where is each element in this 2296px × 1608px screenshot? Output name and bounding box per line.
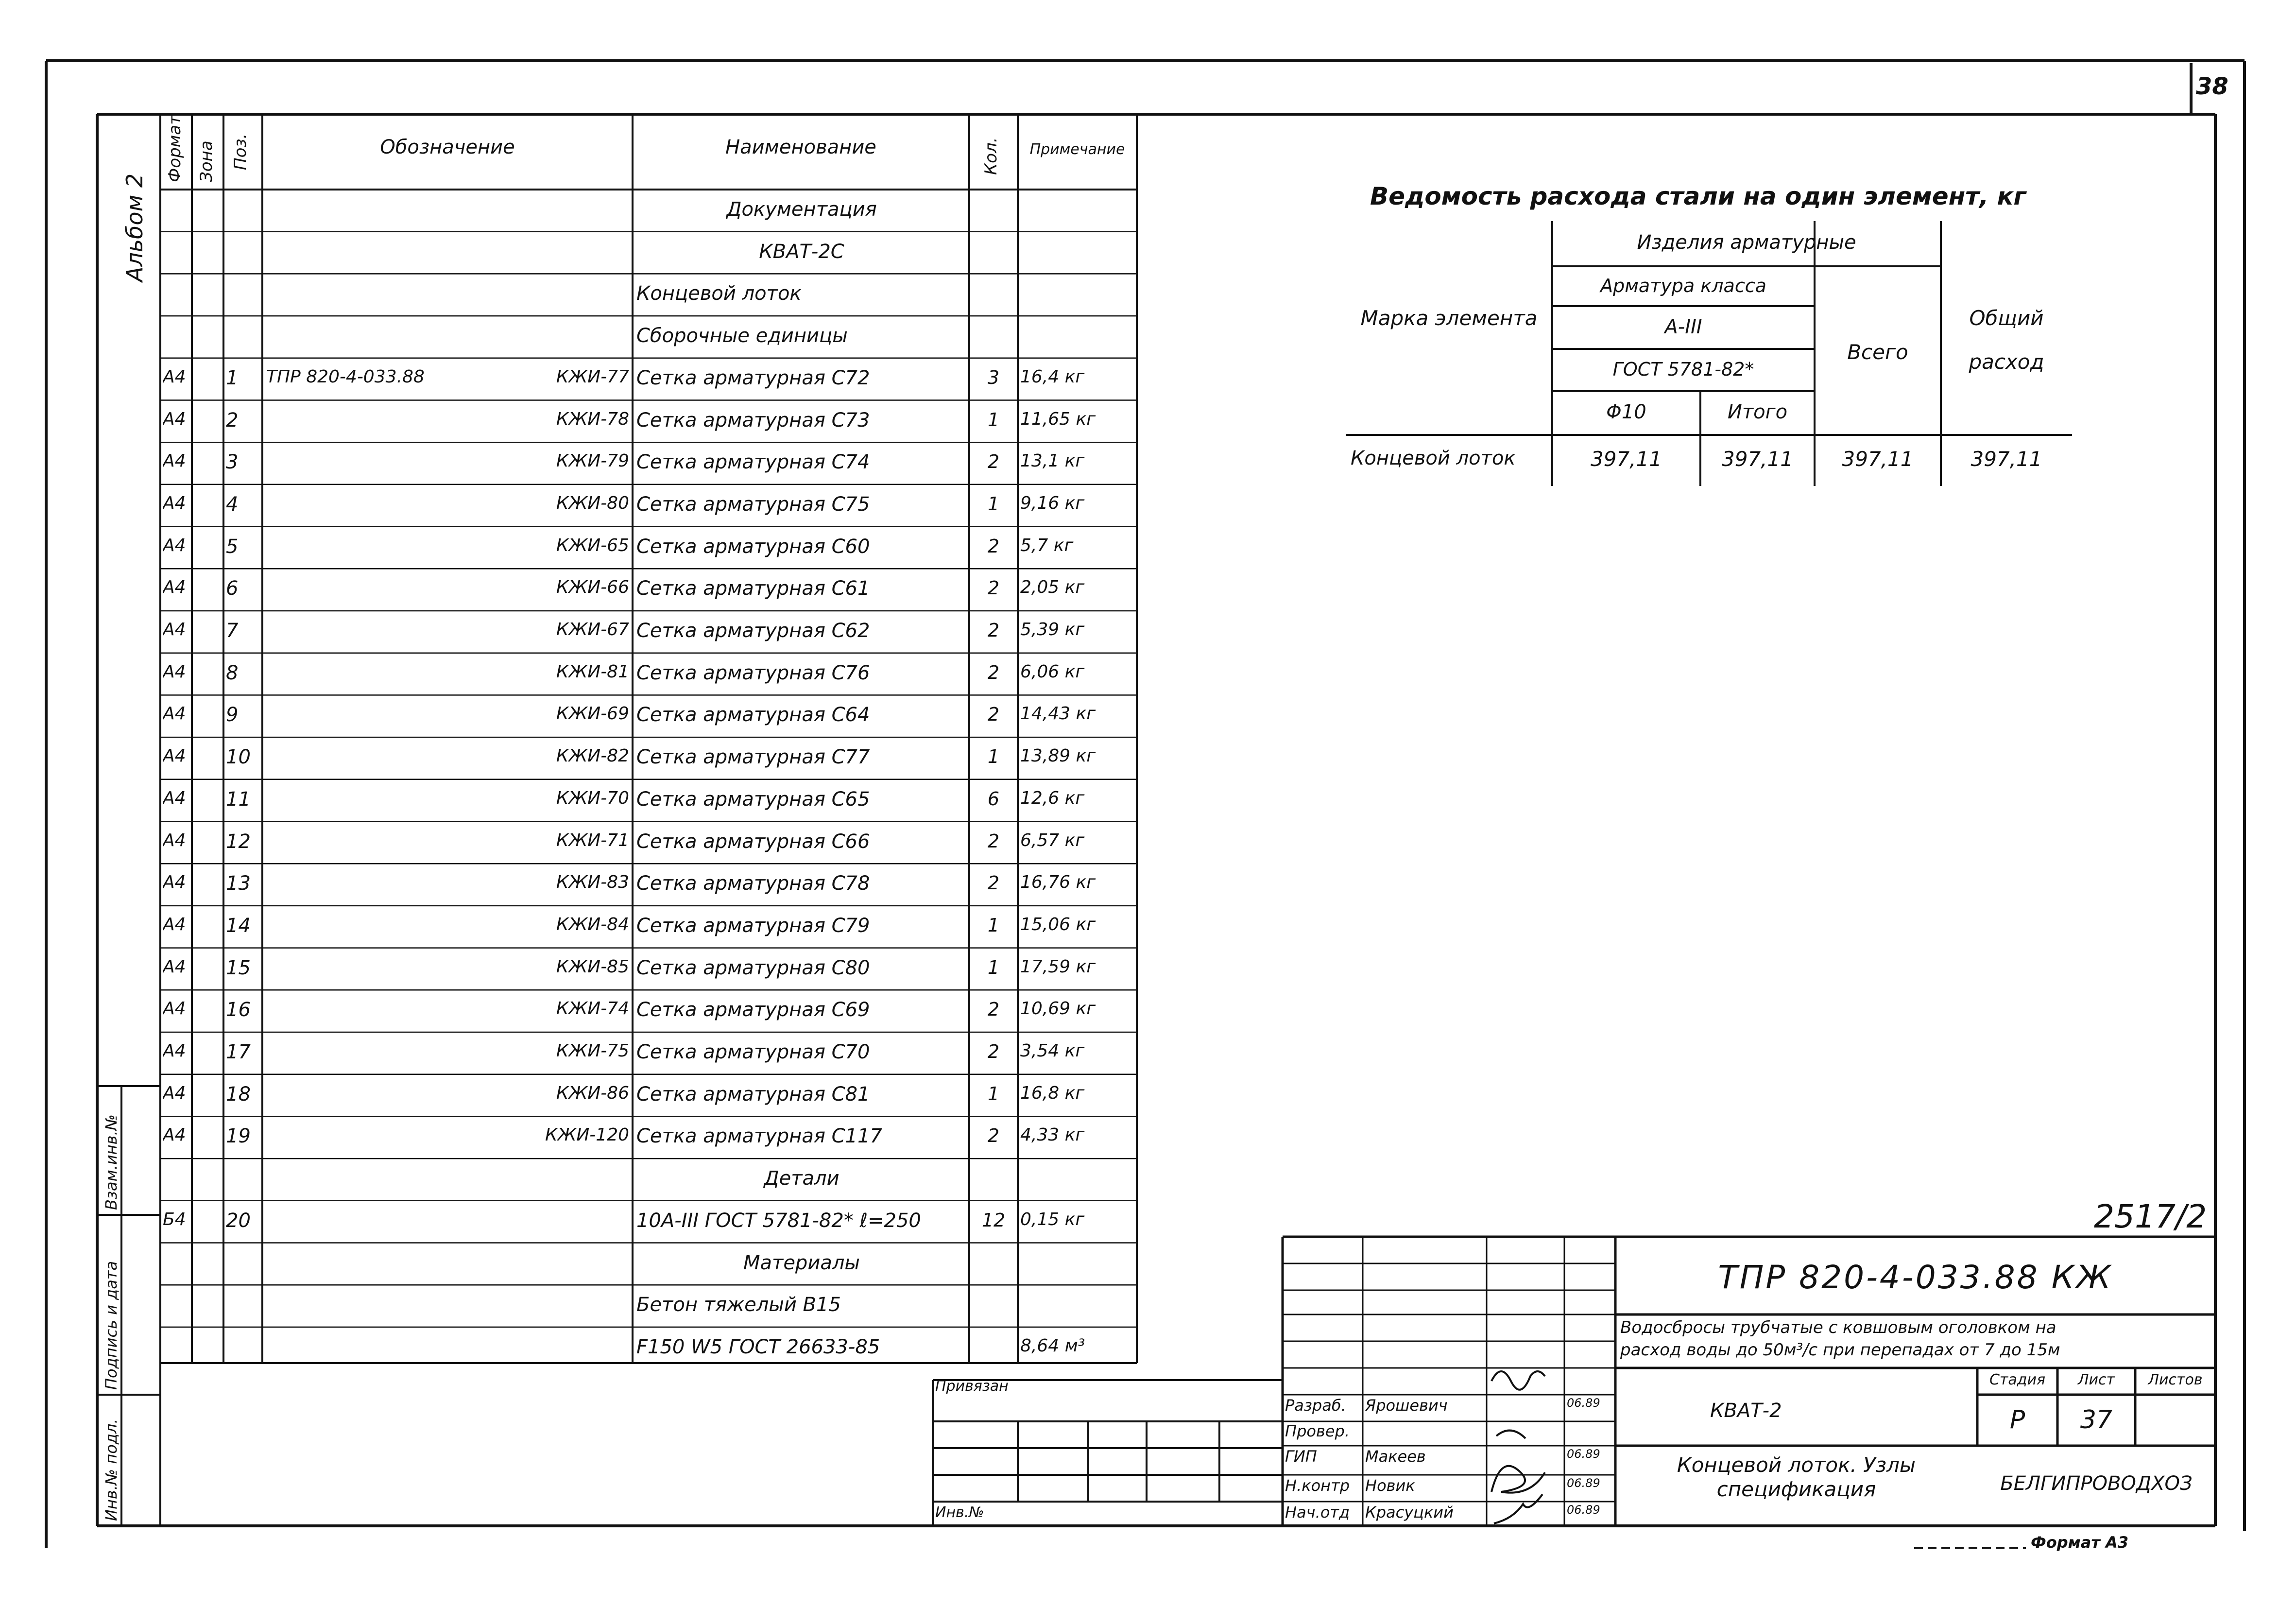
spec-cell-mark: КЖИ-85 xyxy=(556,956,629,977)
spec-cell-pos: 14 xyxy=(226,914,251,937)
spec-cell-format: А4 xyxy=(163,830,186,850)
spec-cell-qty: 2 xyxy=(987,872,1000,894)
signature-name: Макеев xyxy=(1365,1447,1426,1466)
spec-cell-mark: КЖИ-79 xyxy=(556,451,629,471)
spec-cell-pos: 9 xyxy=(226,704,239,726)
spec-cell-mark: КЖИ-74 xyxy=(556,999,629,1019)
spec-header-pos: Поз. xyxy=(231,133,250,170)
spec-cell-note: 16,8 кг xyxy=(1020,1083,1085,1103)
spec-cell-qty: 2 xyxy=(987,661,1000,683)
spec-cell-format: А4 xyxy=(163,788,186,808)
spec-cell-qty: 2 xyxy=(987,1041,1000,1062)
steel-mark-label: Марка элемента xyxy=(1360,306,1538,330)
spec-cell-note: 6,06 кг xyxy=(1020,661,1085,682)
spec-cell-mark: КЖИ-120 xyxy=(545,1125,629,1145)
spec-cell-pos: 2 xyxy=(226,409,239,432)
title-sheet-label: Лист xyxy=(2077,1371,2115,1388)
spec-cell-note: 6,57 кг xyxy=(1020,830,1085,850)
spec-cell-note: 9,16 кг xyxy=(1020,493,1085,513)
spec-cell-name: Сетка арматурная С66 xyxy=(636,830,870,853)
signature-role: Провер. xyxy=(1285,1422,1350,1440)
spec-cell-format: А4 xyxy=(163,914,186,934)
spec-cell-format: А4 xyxy=(163,746,186,766)
spec-cell-mark: КЖИ-67 xyxy=(556,620,629,640)
spec-cell-qty: 12 xyxy=(981,1209,1006,1231)
spec-cell-pos: 6 xyxy=(226,577,239,600)
spec-cell-mark: КЖИ-81 xyxy=(556,661,629,682)
spec-cell-name: Бетон тяжелый В15 xyxy=(636,1294,841,1316)
spec-cell-note: 13,89 кг xyxy=(1020,746,1096,766)
spec-cell-name: Документация xyxy=(726,198,877,221)
spec-cell-format: А4 xyxy=(163,956,186,977)
spec-cell-name: Сетка арматурная С70 xyxy=(636,1041,870,1063)
stamp-podpis-data: Подпись и дата xyxy=(102,1261,120,1390)
spec-cell-pos: 7 xyxy=(226,620,239,642)
spec-cell-mark: КЖИ-69 xyxy=(556,704,629,724)
spec-cell-name: Сетка арматурная С74 xyxy=(636,451,870,474)
spec-cell-name: Сетка арматурная С69 xyxy=(636,999,870,1021)
spec-cell-name: Сетка арматурная С73 xyxy=(636,409,870,432)
steel-vsego: Всего xyxy=(1847,340,1908,364)
title-code: ТПР 820-4-033.88 КЖ xyxy=(1718,1259,2113,1296)
spec-cell-name: Сетка арматурная С64 xyxy=(636,704,870,726)
spec-cell-pos: 4 xyxy=(226,493,239,516)
spec-cell-pos: 17 xyxy=(226,1041,251,1063)
sheet-corner-number: 38 xyxy=(2196,73,2228,100)
spec-cell-mark: КЖИ-65 xyxy=(556,535,629,555)
spec-cell-pos: 18 xyxy=(226,1083,251,1106)
spec-header-zone: Зона xyxy=(197,140,216,182)
spec-cell-qty: 1 xyxy=(987,409,1000,431)
spec-cell-name: Концевой лоток xyxy=(636,282,802,305)
spec-cell-format: А4 xyxy=(163,1041,186,1061)
spec-cell-qty: 1 xyxy=(987,1083,1000,1105)
title-sheets-label: Листов xyxy=(2148,1371,2203,1388)
spec-cell-mark: КЖИ-80 xyxy=(556,493,629,513)
stamp-inv-podl: Инв.№ подл. xyxy=(102,1418,120,1521)
privyazan-label: Привязан xyxy=(935,1378,1009,1395)
stamp-vzam-inv: Взам.инв.№ xyxy=(102,1114,120,1210)
steel-itogo: Итого xyxy=(1727,401,1788,423)
steel-row-label: Концевой лоток xyxy=(1351,447,1516,469)
spec-cell-name: Сетка арматурная С80 xyxy=(636,956,870,979)
spec-cell-note: 13,1 кг xyxy=(1020,451,1085,471)
steel-products: Изделия арматурные xyxy=(1637,231,1856,254)
spec-cell-name: Сетка арматурная С117 xyxy=(636,1125,882,1148)
spec-header-qty: Кол. xyxy=(981,137,1001,175)
steel-class-value: А-III xyxy=(1664,316,1702,338)
steel-value-phi10: 397,11 xyxy=(1591,447,1662,471)
spec-cell-note: 0,15 кг xyxy=(1020,1209,1085,1229)
steel-rebar-class: Арматура класса xyxy=(1600,275,1766,296)
spec-cell-qty: 2 xyxy=(987,577,1000,599)
steel-title: Ведомость расхода стали на один элемент, кг xyxy=(1370,182,2026,210)
spec-cell-qty: 2 xyxy=(987,999,1000,1020)
spec-header-note: Примечание xyxy=(1029,141,1125,158)
spec-cell-pos: 8 xyxy=(226,661,239,684)
spec-cell-name: Детали xyxy=(764,1167,840,1190)
spec-cell-format: А4 xyxy=(163,493,186,513)
spec-cell-note: 10,69 кг xyxy=(1020,999,1096,1019)
spec-cell-pos: 16 xyxy=(226,999,251,1021)
title-desc-line2: расход воды до 50м³/с при перепадах от 7 до 15м xyxy=(1620,1340,2060,1360)
spec-cell-format: А4 xyxy=(163,872,186,893)
spec-cell-mark: КЖИ-77 xyxy=(556,366,629,387)
spec-cell-mark: КЖИ-83 xyxy=(556,872,629,893)
spec-cell-format: А4 xyxy=(163,409,186,429)
spec-cell-qty: 1 xyxy=(987,493,1000,515)
signature-role: Нач.отд xyxy=(1285,1503,1350,1522)
spec-cell-note: 16,76 кг xyxy=(1020,872,1096,893)
spec-cell-note: 11,65 кг xyxy=(1020,409,1096,429)
spec-cell-format: А4 xyxy=(163,620,186,640)
spec-header-designation: Обозначение xyxy=(380,136,515,158)
spec-cell-pos: 5 xyxy=(226,535,239,558)
spec-cell-name: Сетка арматурная С81 xyxy=(636,1083,870,1106)
spec-cell-designation: ТПР 820-4-033.88 xyxy=(266,366,425,387)
spec-cell-mark: КЖИ-78 xyxy=(556,409,629,429)
steel-total-label: Общий расход xyxy=(1969,306,2044,374)
signature-name: Красуцкий xyxy=(1365,1503,1454,1522)
steel-gost: ГОСТ 5781-82* xyxy=(1612,359,1754,380)
spec-cell-qty: 2 xyxy=(987,620,1000,641)
spec-cell-qty: 2 xyxy=(987,1125,1000,1147)
spec-cell-qty: 6 xyxy=(987,788,1000,810)
spec-cell-note: 8,64 м³ xyxy=(1020,1335,1085,1356)
album-code: 2517/2 xyxy=(2094,1198,2207,1235)
title-stage-label: Стадия xyxy=(1989,1371,2046,1388)
title-stage: Р xyxy=(2009,1405,2025,1435)
spec-cell-qty: 1 xyxy=(987,746,1000,768)
spec-cell-format: А4 xyxy=(163,366,186,387)
spec-cell-note: 3,54 кг xyxy=(1020,1041,1085,1061)
spec-cell-format: А4 xyxy=(163,451,186,471)
spec-cell-qty: 1 xyxy=(987,956,1000,978)
spec-cell-name: Сборочные единицы xyxy=(636,325,848,347)
spec-cell-qty: 2 xyxy=(987,535,1000,557)
spec-cell-name: Сетка арматурная С61 xyxy=(636,577,870,600)
spec-cell-format: А4 xyxy=(163,704,186,724)
spec-cell-name: Сетка арматурная С76 xyxy=(636,661,870,684)
spec-cell-qty: 2 xyxy=(987,830,1000,852)
title-sheet-name-line1: Концевой лоток. Узлы xyxy=(1677,1453,1916,1477)
spec-cell-name: F150 W5 ГОСТ 26633-85 xyxy=(636,1335,880,1358)
signature-role: Н.контр xyxy=(1285,1476,1350,1495)
spec-cell-name: Сетка арматурная С62 xyxy=(636,620,870,642)
spec-cell-pos: 20 xyxy=(226,1209,251,1232)
spec-cell-mark: КЖИ-70 xyxy=(556,788,629,808)
signature-name: Ярошевич xyxy=(1365,1396,1448,1415)
spec-cell-name: Сетка арматурная С78 xyxy=(636,872,870,895)
title-kvat: КВАТ-2 xyxy=(1710,1400,1782,1422)
spec-cell-mark: КЖИ-84 xyxy=(556,914,629,934)
steel-phi: Φ10 xyxy=(1606,401,1646,423)
spec-cell-mark: КЖИ-86 xyxy=(556,1083,629,1103)
spec-cell-name: КВАТ-2С xyxy=(759,240,844,263)
spec-cell-qty: 2 xyxy=(987,704,1000,726)
spec-cell-note: 16,4 кг xyxy=(1020,366,1085,387)
spec-cell-pos: 19 xyxy=(226,1125,251,1148)
signature-date: 06.89 xyxy=(1567,1396,1600,1410)
spec-cell-note: 17,59 кг xyxy=(1020,956,1096,977)
title-org: БЕЛГИПРОВОДХОЗ xyxy=(2000,1472,2193,1495)
spec-cell-note: 2,05 кг xyxy=(1020,577,1085,598)
format-label: Формат А3 xyxy=(2031,1533,2129,1552)
spec-cell-format: А4 xyxy=(163,577,186,598)
signature-date: 06.89 xyxy=(1567,1503,1600,1517)
spec-cell-format: А4 xyxy=(163,1083,186,1103)
spec-cell-pos: 13 xyxy=(226,872,251,895)
spec-cell-format: А4 xyxy=(163,661,186,682)
signature-name: Новик xyxy=(1365,1476,1415,1495)
spec-header-format: Формат xyxy=(165,115,185,182)
spec-cell-note: 5,7 кг xyxy=(1020,535,1074,555)
spec-cell-pos: 10 xyxy=(226,746,251,769)
spec-cell-format: А4 xyxy=(163,1125,186,1145)
steel-value-total: 397,11 xyxy=(1970,447,2042,471)
spec-cell-name: Материалы xyxy=(743,1251,860,1274)
spec-cell-name: Сетка арматурная С77 xyxy=(636,746,870,769)
spec-cell-mark: КЖИ-75 xyxy=(556,1041,629,1061)
spec-cell-format: А4 xyxy=(163,999,186,1019)
spec-cell-name: 10А-III ГОСТ 5781-82* ℓ=250 xyxy=(636,1209,921,1232)
title-sheet-name-line2: спецификация xyxy=(1716,1477,1876,1501)
album-label: Альбом 2 xyxy=(121,173,148,282)
spec-header-name: Наименование xyxy=(725,136,876,158)
spec-cell-pos: 1 xyxy=(226,366,239,389)
spec-cell-name: Сетка арматурная С72 xyxy=(636,366,870,389)
spec-cell-name: Сетка арматурная С60 xyxy=(636,535,870,558)
signature-role: Разраб. xyxy=(1285,1396,1346,1415)
spec-cell-name: Сетка арматурная С79 xyxy=(636,914,870,937)
spec-cell-pos: 3 xyxy=(226,451,239,474)
title-sheet: 37 xyxy=(2080,1405,2113,1435)
spec-cell-pos: 12 xyxy=(226,830,251,853)
spec-cell-format: Б4 xyxy=(163,1209,186,1229)
spec-cell-pos: 15 xyxy=(226,956,251,979)
spec-cell-note: 4,33 кг xyxy=(1020,1125,1085,1145)
signature-role: ГИП xyxy=(1285,1447,1317,1466)
spec-cell-note: 15,06 кг xyxy=(1020,914,1096,934)
spec-cell-name: Сетка арматурная С65 xyxy=(636,788,870,811)
spec-cell-mark: КЖИ-71 xyxy=(556,830,629,850)
signature-date: 06.89 xyxy=(1567,1447,1600,1461)
inv-no-label: Инв.№ xyxy=(935,1504,984,1521)
spec-cell-pos: 11 xyxy=(226,788,251,811)
spec-cell-qty: 2 xyxy=(987,451,1000,473)
title-desc-line1: Водосбросы трубчатые с ковшовым оголовком на xyxy=(1620,1318,2056,1337)
spec-cell-qty: 3 xyxy=(987,366,1000,388)
spec-cell-format: А4 xyxy=(163,535,186,555)
steel-value-vsego: 397,11 xyxy=(1842,447,1914,471)
spec-cell-name: Сетка арматурная С75 xyxy=(636,493,870,516)
spec-cell-note: 14,43 кг xyxy=(1020,704,1096,724)
spec-cell-note: 12,6 кг xyxy=(1020,788,1085,808)
spec-cell-mark: КЖИ-66 xyxy=(556,577,629,598)
spec-cell-mark: КЖИ-82 xyxy=(556,746,629,766)
spec-cell-note: 5,39 кг xyxy=(1020,620,1085,640)
steel-value-itogo: 397,11 xyxy=(1722,447,1793,471)
spec-cell-qty: 1 xyxy=(987,914,1000,936)
signature-date: 06.89 xyxy=(1567,1476,1600,1490)
